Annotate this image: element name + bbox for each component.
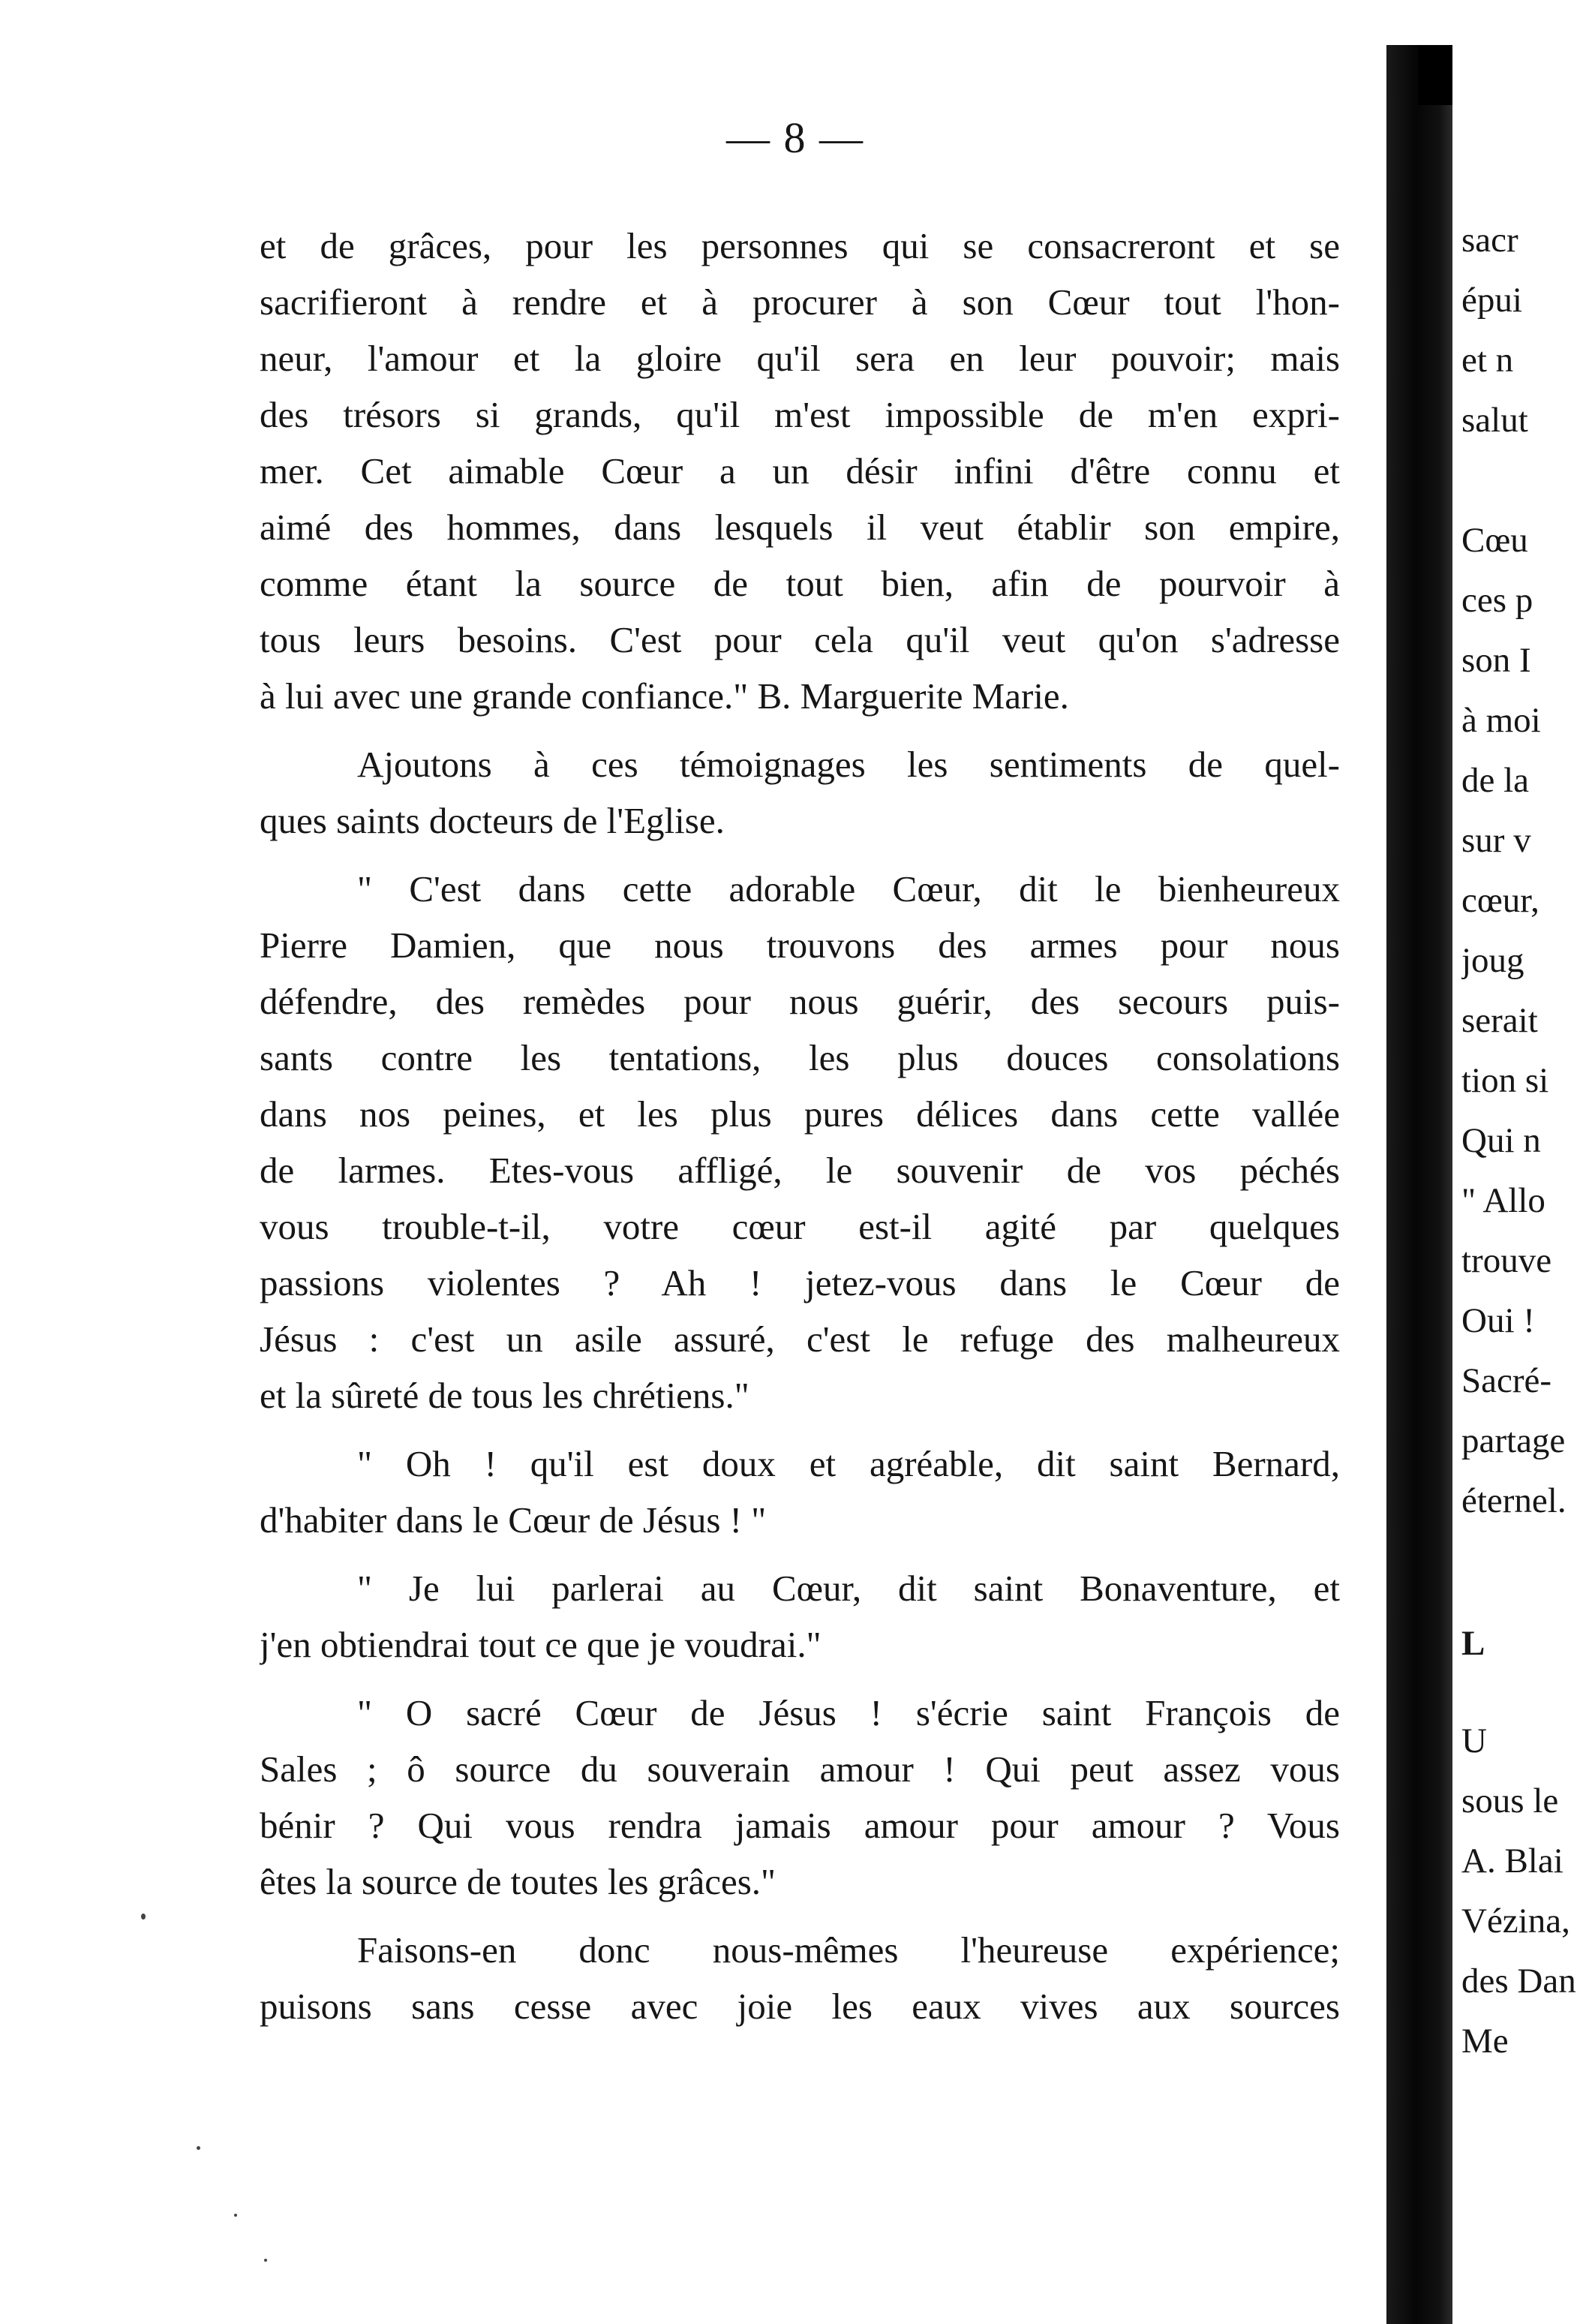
facing-text-line: à moi <box>1461 701 1541 740</box>
text-line: et la sûreté de tous les chrétiens." <box>260 1375 749 1416</box>
text-line: dans nos peines, et les plus pures délices dans cette vallée <box>260 1093 1340 1135</box>
facing-text-line: " Allo <box>1461 1181 1545 1220</box>
text-line: " C'est dans cette adorable Cœur, dit le bienheureux <box>357 868 1340 909</box>
facing-text-line: A. Blai <box>1461 1841 1563 1881</box>
text-line: défendre, des remèdes pour nous guérir, des secours puis- <box>260 981 1340 1022</box>
text-line: puisons sans cesse avec joie les eaux vives aux sources <box>260 1986 1340 2027</box>
binding-shadow <box>1418 45 1452 105</box>
text-line: " Oh ! qu'il est doux et agréable, dit saint Bernard, <box>357 1443 1340 1484</box>
ink-speck <box>197 2146 200 2150</box>
facing-text-line: ces p <box>1461 581 1533 620</box>
facing-text-line: L <box>1461 1624 1485 1663</box>
text-line: Sales ; ô source du souverain amour ! Qui peut assez vous <box>260 1748 1340 1790</box>
text-line: Ajoutons à ces témoignages les sentiments de quel- <box>357 744 1340 785</box>
facing-text-line: éternel. <box>1461 1481 1566 1520</box>
text-line: sants contre les tentations, les plus douces consolations <box>260 1037 1340 1078</box>
facing-text-line: U <box>1461 1721 1487 1760</box>
facing-text-line: tion si <box>1461 1061 1549 1100</box>
paragraph-gap <box>260 724 1340 736</box>
text-line: tous leurs besoins. C'est pour cela qu'il veut qu'on s'adresse <box>260 619 1340 660</box>
facing-text-line: partage <box>1461 1421 1566 1460</box>
facing-text-line: cœur, <box>1461 881 1539 920</box>
text-line: Faisons-en donc nous-mêmes l'heureuse expérience; <box>357 1929 1340 1971</box>
binding-gutter <box>1386 45 1452 2324</box>
paragraph-gap <box>260 1548 1340 1560</box>
text-line: Jésus : c'est un asile assuré, c'est le refuge des malheureux <box>260 1318 1340 1360</box>
facing-text-line: joug <box>1461 941 1524 980</box>
facing-text-line: épui <box>1461 281 1522 320</box>
page-number: — 8 — <box>726 113 864 162</box>
facing-text-line: son I <box>1461 641 1531 680</box>
text-line: " O sacré Cœur de Jésus ! s'écrie saint François de <box>357 1692 1340 1733</box>
facing-text-line: salut <box>1461 401 1528 440</box>
facing-text-line: sur v <box>1461 821 1531 860</box>
main-text-body <box>260 218 1340 2034</box>
text-line: sacrifieront à rendre et à procurer à son Cœur tout l'hon- <box>260 281 1340 323</box>
facing-text-line: Qui n <box>1461 1121 1541 1160</box>
facing-text-line: sacr <box>1461 221 1518 260</box>
text-line: j'en obtiendrai tout ce que je voudrai." <box>260 1624 822 1665</box>
text-line: de larmes. Etes-vous affligé, le souvenir de vos péchés <box>260 1150 1340 1191</box>
text-line: neur, l'amour et la gloire qu'il sera en leur pouvoir; mais <box>260 338 1340 379</box>
text-line: bénir ? Qui vous rendra jamais amour pour amour ? Vous <box>260 1805 1340 1846</box>
text-line: et de grâces, pour les personnes qui se consacreront et se <box>260 225 1340 266</box>
text-line: aimé des hommes, dans lesquels il veut établir son empire, <box>260 507 1340 548</box>
text-line: d'habiter dans le Cœur de Jésus ! " <box>260 1499 767 1541</box>
text-line: vous trouble-t-il, votre cœur est-il agité par quelques <box>260 1206 1340 1247</box>
ink-speck <box>234 2214 237 2217</box>
facing-text-line: des Dan <box>1461 1962 1576 2001</box>
facing-text-line: Sacré- <box>1461 1361 1552 1400</box>
text-line: " Je lui parlerai au Cœur, dit saint Bonaventure, et <box>357 1568 1340 1609</box>
paragraph-gap <box>260 1910 1340 1922</box>
facing-text-line: serait <box>1461 1001 1538 1040</box>
facing-page-fragment <box>1461 218 1589 2319</box>
facing-text-line: Oui ! <box>1461 1301 1535 1340</box>
text-line: à lui avec une grande confiance." B. Marguerite Marie. <box>260 675 1069 717</box>
facing-text-line: et n <box>1461 341 1514 380</box>
text-line: ques saints docteurs de l'Eglise. <box>260 800 725 841</box>
text-line: comme étant la source de tout bien, afin de pourvoir à <box>260 563 1340 604</box>
paragraph-gap <box>260 1424 1340 1436</box>
text-line: Pierre Damien, que nous trouvons des armes pour nous <box>260 924 1340 966</box>
paragraph-gap <box>260 1673 1340 1685</box>
text-line: mer. Cet aimable Cœur a un désir infini d'être connu et <box>260 450 1340 492</box>
text-line: passions violentes ? Ah ! jetez-vous dans le Cœur de <box>260 1262 1340 1303</box>
facing-text-line: sous le <box>1461 1781 1559 1820</box>
paragraph-gap <box>260 849 1340 861</box>
ink-speck <box>141 1914 146 1920</box>
ink-speck <box>264 2259 267 2262</box>
facing-text-line: de la <box>1461 761 1530 800</box>
facing-text-line: Cœu <box>1461 521 1528 560</box>
facing-text-line: trouve <box>1461 1241 1552 1280</box>
text-line: des trésors si grands, qu'il m'est impossible de m'en expri- <box>260 394 1340 435</box>
facing-text-line: Vézina, <box>1461 1902 1570 1941</box>
facing-text-line: Me <box>1461 2022 1509 2061</box>
text-line: êtes la source de toutes les grâces." <box>260 1861 776 1902</box>
